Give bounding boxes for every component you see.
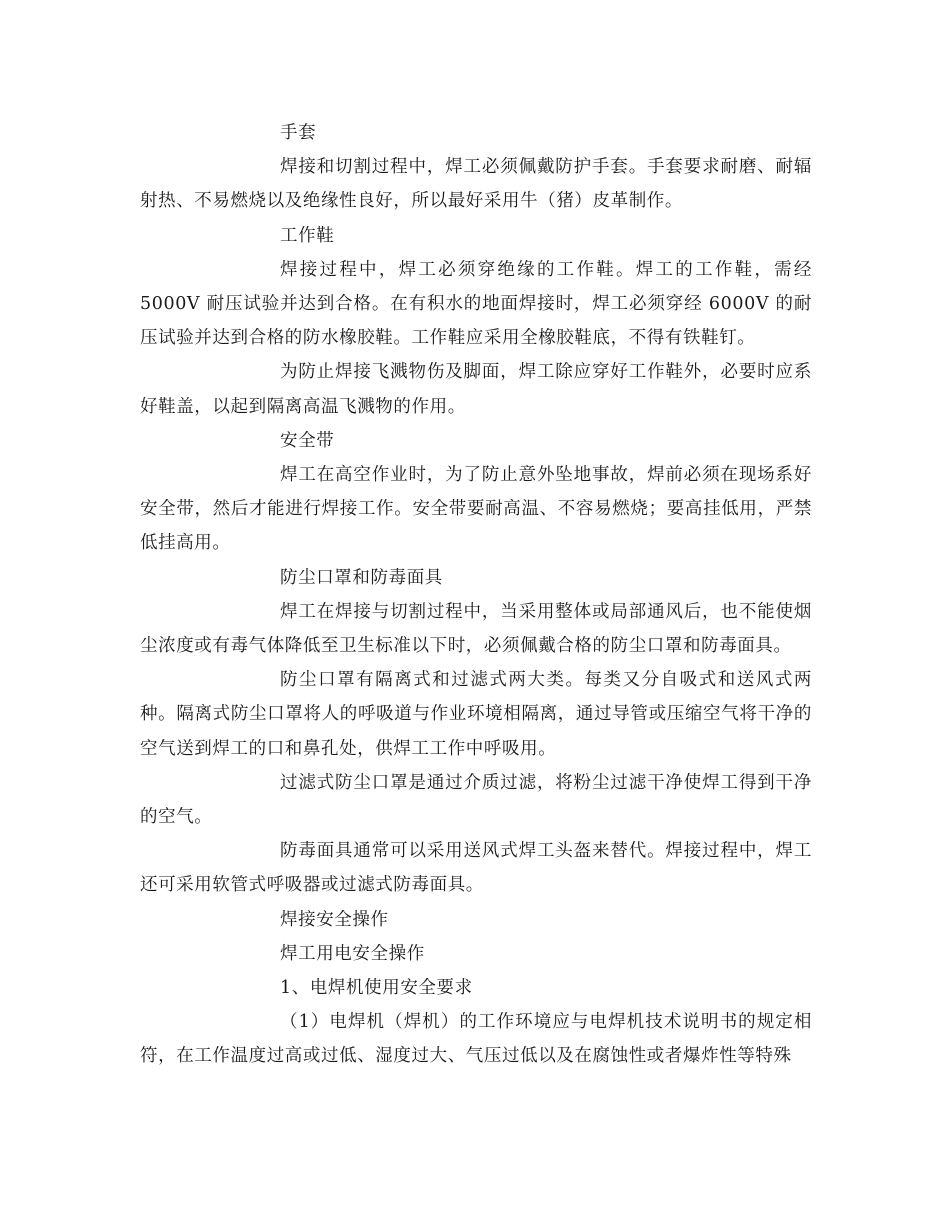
- paragraph-filter-mask: 过滤式防尘口罩是通过介质过滤，将粉尘过滤干净使焊工得到干净的空气。: [140, 772, 812, 828]
- heading-safety-belt: 安全带: [280, 430, 335, 451]
- heading-welder-requirements: 1、电焊机使用安全要求: [280, 978, 473, 999]
- paragraph-shoe-covers: 为防止焊接飞溅物伤及脚面，焊工除应穿好工作鞋外，必要时应系好鞋盖，以起到隔离高温飞溅物的作用。: [140, 362, 812, 417]
- paragraph-work-shoes: 焊接过程中，焊工必须穿绝缘的工作鞋。焊工的工作鞋，需经5000V 耐压试验并达到合格。在有积水的地面焊接时，焊工必须穿经 6000V 的耐压试验并达到合格的防水橡胶鞋。工作鞋应采用全橡胶鞋底，不得有铁鞋钉。: [140, 259, 812, 349]
- document-body: [140, 116, 812, 1074]
- heading-work-shoes: 工作鞋: [280, 225, 335, 246]
- heading-electrical-safety: 焊工用电安全操作: [280, 943, 425, 964]
- paragraph-welder-environment: （1）电焊机（焊机）的工作环境应与电焊机技术说明书的规定相符，在工作温度过高或过低、湿度过大、气压过低以及在腐蚀性或者爆炸性等特殊: [140, 1012, 812, 1067]
- paragraph-safety-belt: 焊工在高空作业时，为了防止意外坠地事故，焊前必须在现场系好安全带，然后才能进行焊接工作。安全带要耐高温、不容易燃烧；要高挂低用，严禁低挂高用。: [140, 465, 812, 554]
- heading-welding-safety: 焊接安全操作: [280, 909, 389, 930]
- paragraph-gas-mask: 防毒面具通常可以采用送风式焊工头盔来替代。焊接过程中，焊工还可采用软管式呼吸器或过滤式防毒面具。: [140, 841, 812, 896]
- paragraph-mask-types: 防尘口罩有隔离式和过滤式两大类。每类又分自吸式和送风式两种。隔离式防尘口罩将人的呼吸道与作业环境相隔离，通过导管或压缩空气将干净的空气送到焊工的口和鼻孔处，供焊工工作中呼吸用。: [140, 670, 812, 759]
- heading-gloves: 手套: [280, 123, 317, 143]
- paragraph-gloves: 焊接和切割过程中，焊工必须佩戴防护手套。手套要求耐磨、耐辐射热、不易燃烧以及绝缘性良好，所以最好采用牛（猪）皮革制作。: [140, 157, 812, 212]
- heading-dust-mask: 防尘口罩和防毒面具: [280, 567, 443, 588]
- paragraph-dust-mask: 焊工在焊接与切割过程中，当采用整体或局部通风后，也不能使烟尘浓度或有毒气体降低至卫生标准以下时，必须佩戴合格的防尘口罩和防毒面具。: [140, 601, 812, 657]
